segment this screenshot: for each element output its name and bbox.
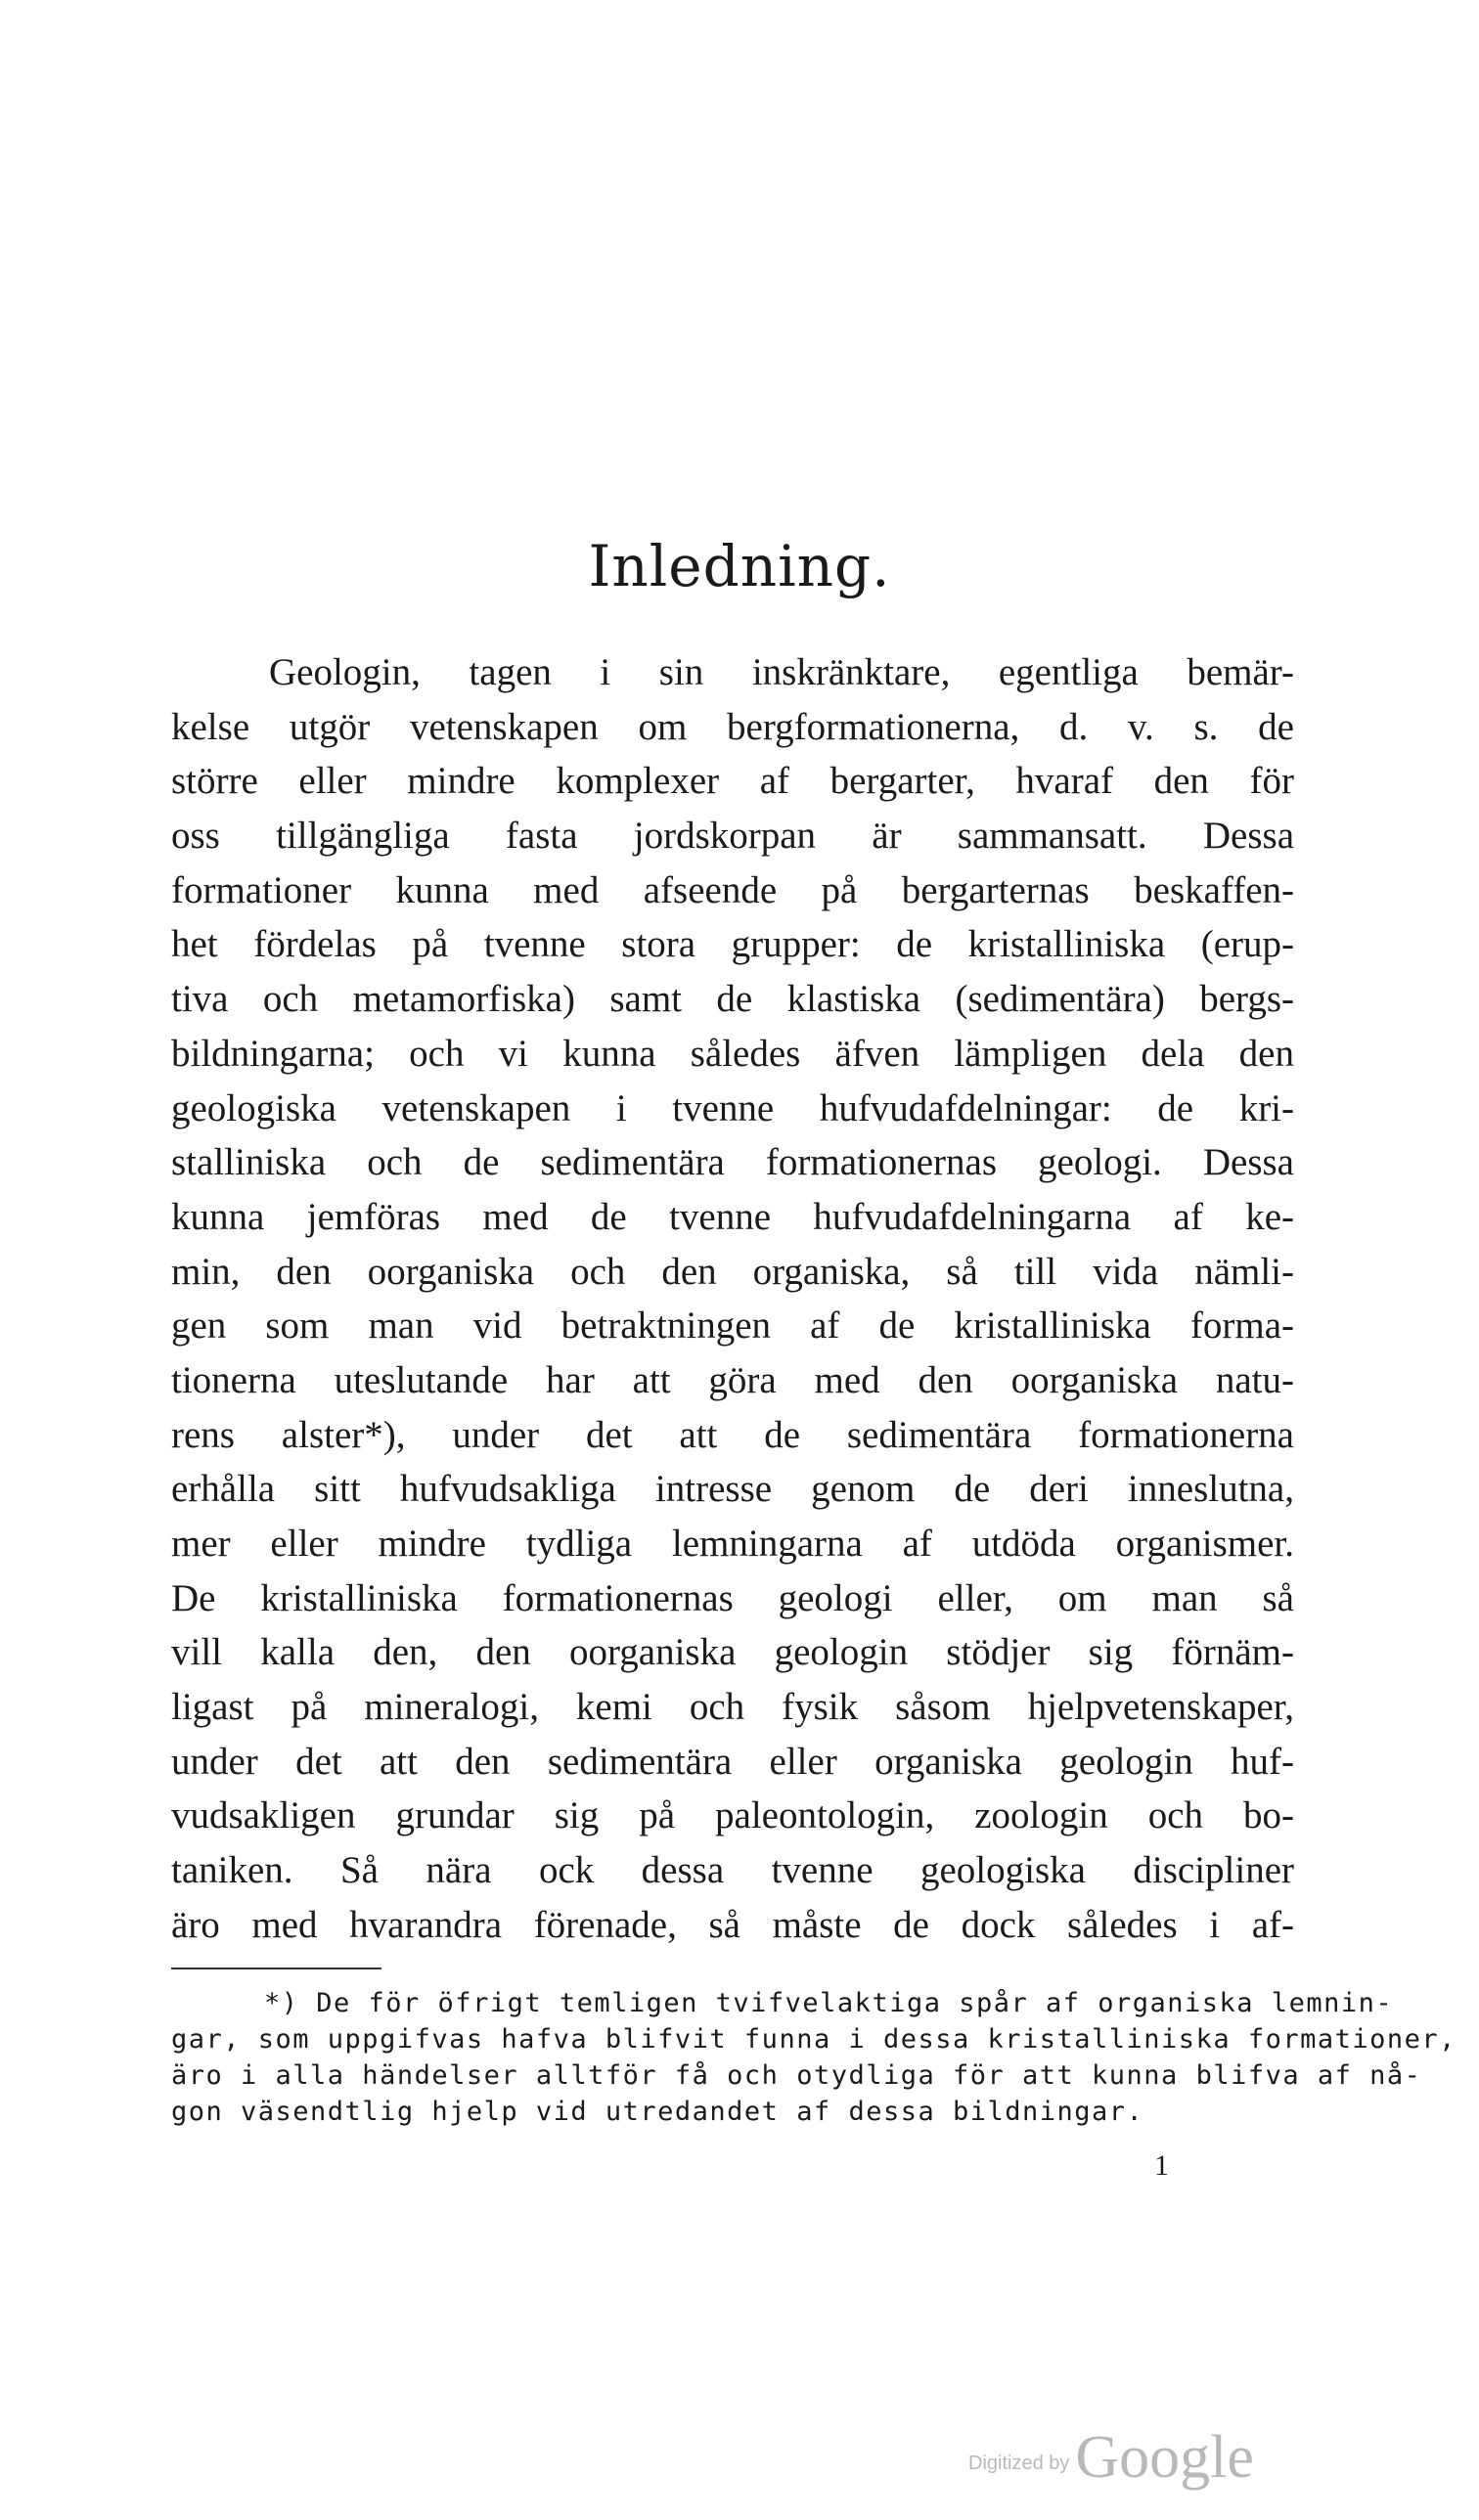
text-line: kelse utgör vetenskapen om bergformationerna, d. v. s. de <box>171 705 1294 748</box>
text-line: kunna jemföras med de tvenne hufvudafdelningarna af ke- <box>171 1195 1294 1238</box>
text-line: geologiska vetenskapen i tvenne hufvudafdelningar: de kri- <box>171 1086 1294 1129</box>
footnote-line: gar, som uppgifvas hafva blifvit funna i dessa kristalliniska formationer, <box>171 2024 1457 2055</box>
chapter-heading: Inledning. <box>588 533 891 599</box>
text-line: formationer kunna med afseende på bergarternas beskaffen- <box>171 868 1294 911</box>
text-line: ligast på mineralogi, kemi och fysik såsom hjelpvetenskaper, <box>171 1686 1294 1729</box>
text-line: tiva och metamorfiska) samt de klastiska (sedimentära) bergs- <box>171 978 1294 1021</box>
digitized-watermark <box>968 2423 1254 2493</box>
text-line: min, den oorganiska och den organiska, så till vida nämli- <box>171 1250 1294 1293</box>
text-line: bildningarna; och vi kunna således äfven lämpligen dela den <box>171 1032 1294 1075</box>
body-text <box>171 645 1294 1953</box>
text-line: rens alster*), under det att de sedimentära formationerna <box>171 1413 1294 1456</box>
watermark-small-text: Digitized by <box>968 2453 1070 2474</box>
text-line: oss tillgängliga fasta jordskorpan är sammansatt. Dessa <box>171 815 1294 858</box>
text-line: erhålla sitt hufvudsakliga intresse genom de deri inneslutna, <box>171 1468 1294 1511</box>
text-line: taniken. Så nära ock dessa tvenne geologiska discipliner <box>171 1849 1294 1892</box>
footnote-line: äro i alla händelser alltför få och otydliga för att kunna blifva af nå- <box>171 2060 1422 2091</box>
text-line: vill kalla den, den oorganiska geologin stödjer sig förnäm- <box>171 1631 1294 1674</box>
text-line: under det att den sedimentära eller organiska geologin huf- <box>171 1740 1294 1783</box>
text-line: vudsakligen grundar sig på paleontologin, zoologin och bo- <box>171 1794 1294 1837</box>
text-line: tionerna uteslutande har att göra med den oorganiska natu- <box>171 1358 1294 1401</box>
text-line: mer eller mindre tydliga lemningarna af utdöda organismer. <box>171 1523 1294 1565</box>
text-line: äro med hvarandra förenade, så måste de dock således i af- <box>171 1903 1294 1946</box>
text-line: stalliniska och de sedimentära formationernas geologi. Dessa <box>171 1141 1294 1184</box>
text-line: större eller mindre komplexer af bergarter, hvaraf den för <box>171 760 1294 803</box>
page-number: 1 <box>1154 2149 1169 2182</box>
footnote-line: gon väsendtlig hjelp vid utredandet af dessa bildningar. <box>171 2097 1144 2127</box>
text-line: gen som man vid betraktningen af de kristalliniska forma- <box>171 1304 1294 1348</box>
text-line: het fördelas på tvenne stora grupper: de kristalliniska (erup- <box>171 923 1294 966</box>
text-line: De kristalliniska formationernas geologi eller, om man så <box>171 1576 1294 1619</box>
footnote-divider <box>171 1967 381 1969</box>
footnote-line: *) De för öfrigt temligen tvifvelaktiga spår af organiska lemnin- <box>264 1988 1394 2018</box>
google-logo: Google <box>1075 2424 1254 2491</box>
footnote <box>171 1985 1457 2130</box>
text-line: Geologin, tagen i sin inskränktare, egentliga bemär- <box>269 651 1294 693</box>
